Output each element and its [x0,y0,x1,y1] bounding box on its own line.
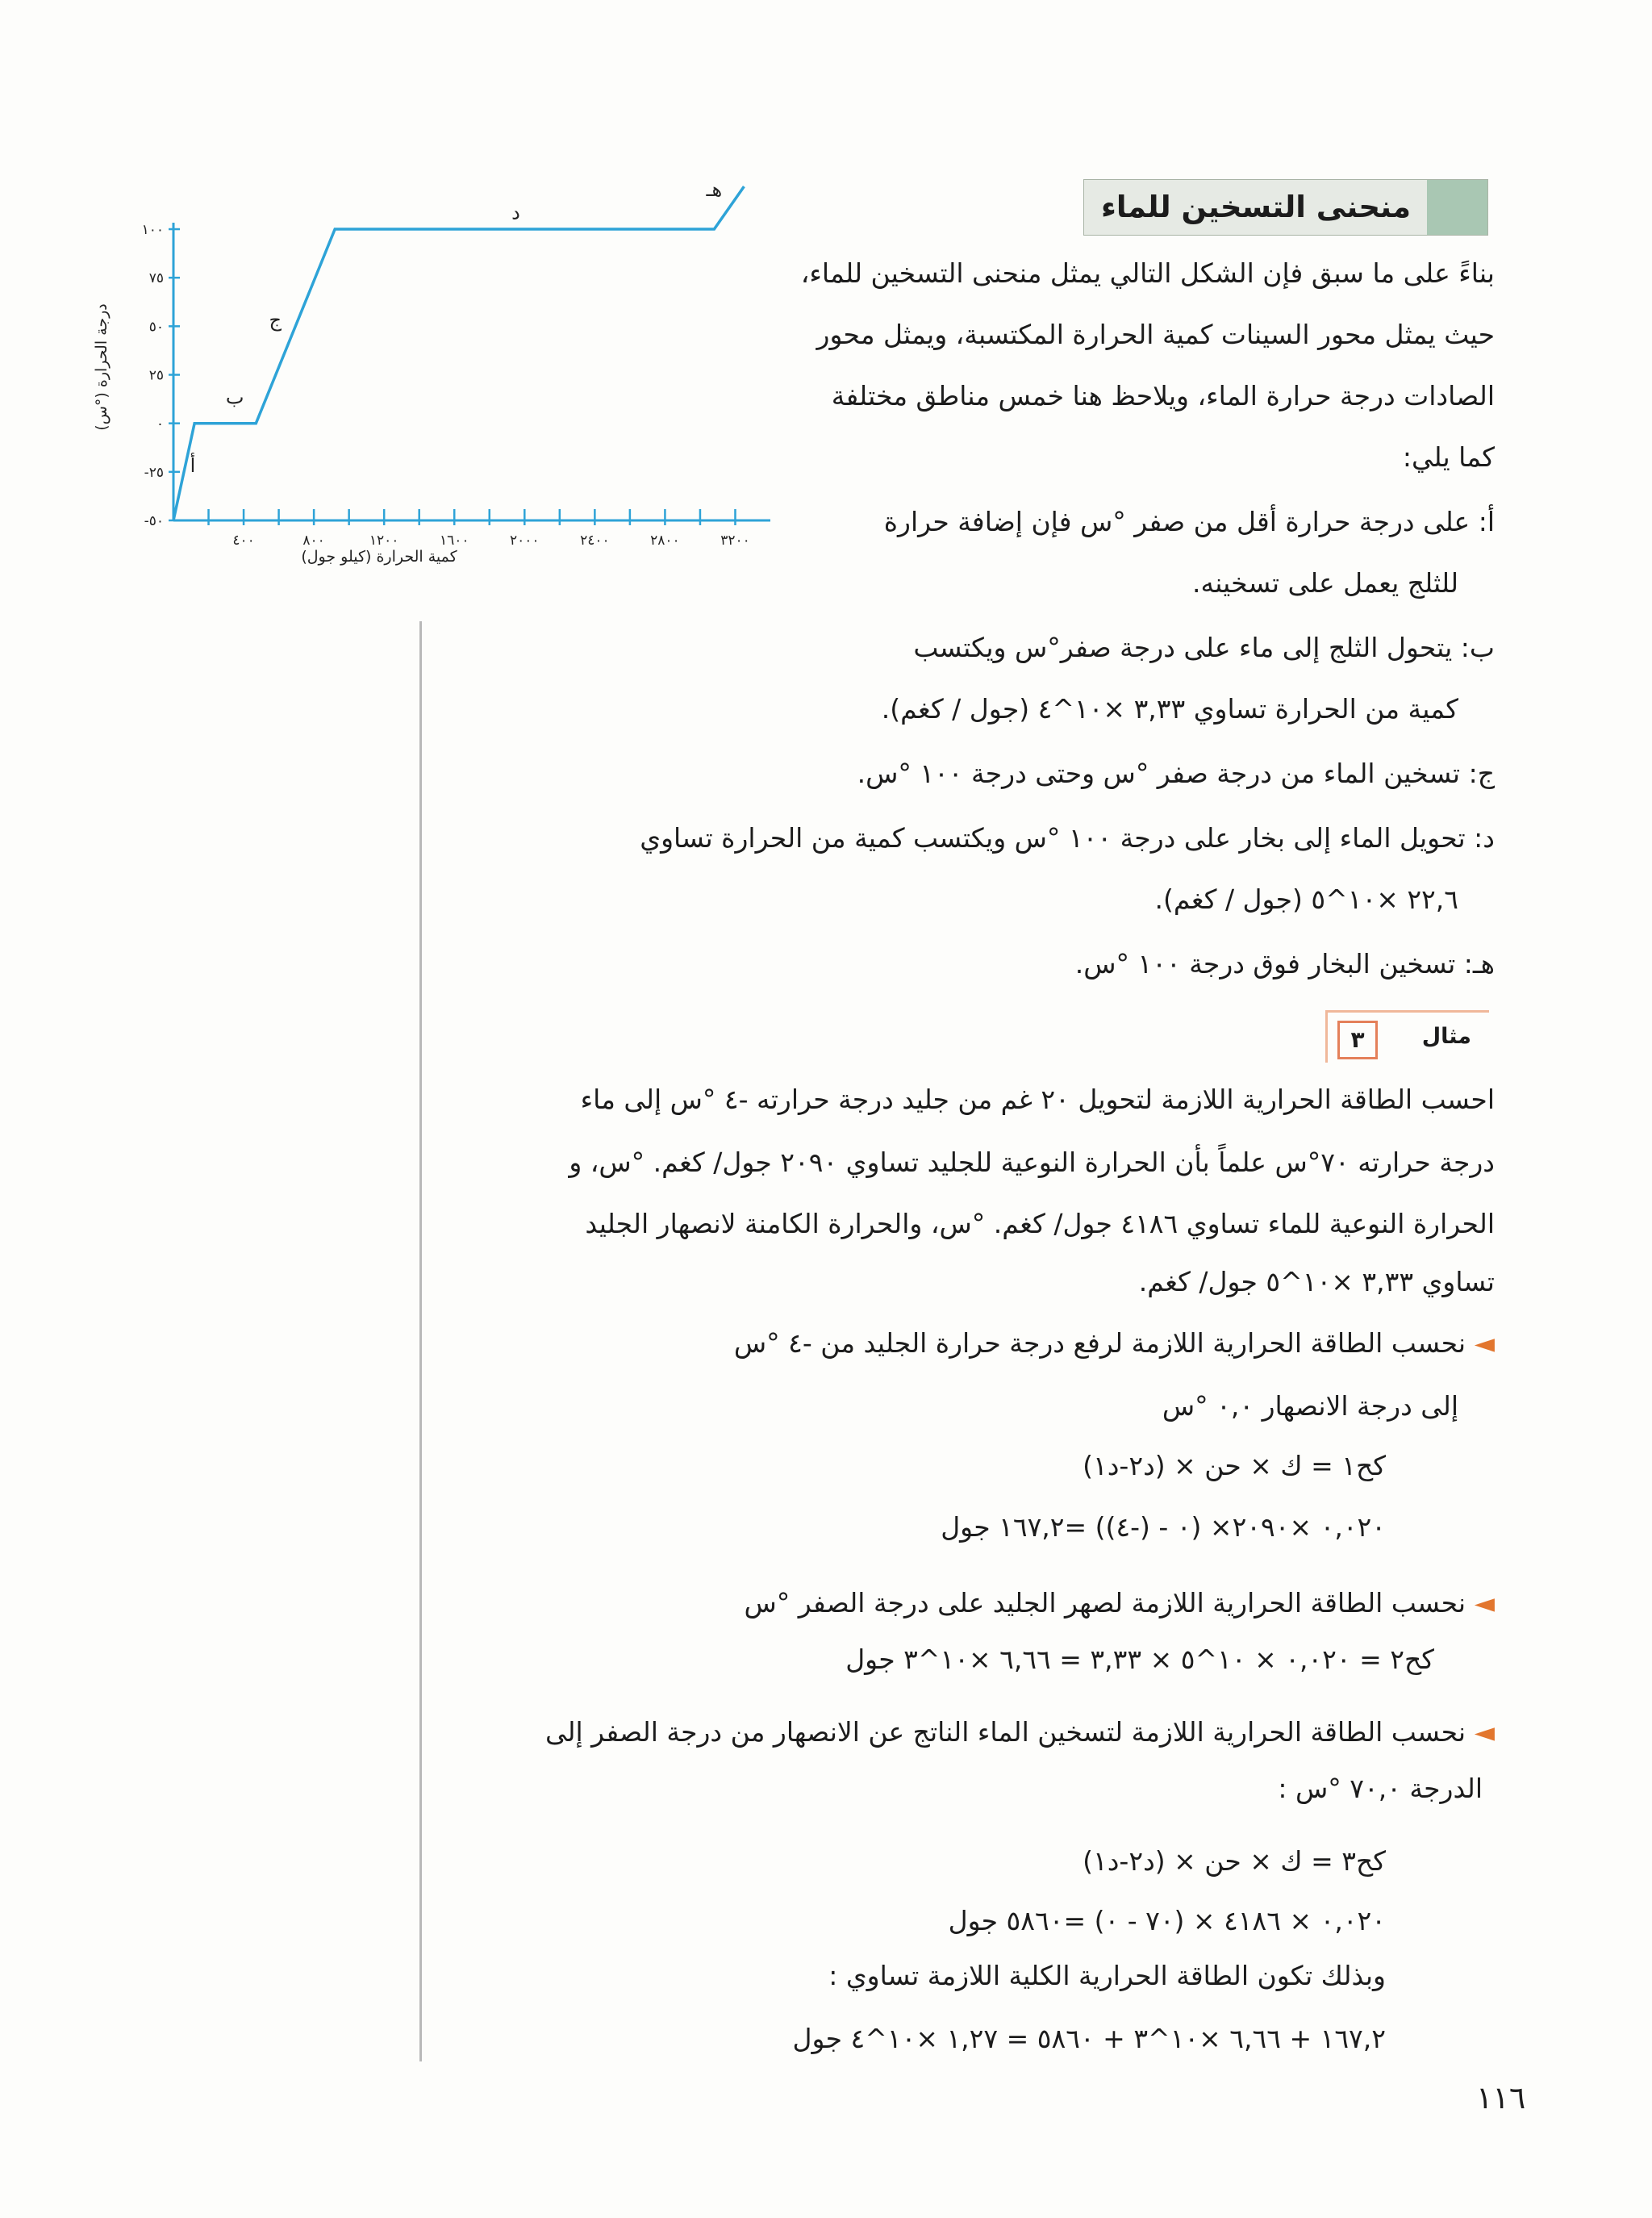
y-tick-label: ٥٠ [148,319,164,336]
heating-curve-line [173,186,744,520]
header-tab-decoration [1427,180,1487,235]
x-axis-label: كمية الحرارة (كيلو جول) [301,548,457,566]
step-3: ◄ نحسب الطاقة الحرارية اللازمة لتسخين الماء الناتج عن الانصهار من درجة الصفر إلى [544,1716,1495,1748]
total-intro: وبذلك تكون الطاقة الحرارية الكلية اللازمة تساوي : [828,1960,1386,1991]
x-tick-label: ٨٠٠ [302,533,325,549]
problem-line: الحرارة النوعية للماء تساوي ٤١٨٦ جول/ كغم. °س، والحرارة الكامنة لانصهار الجليد [585,1208,1495,1239]
formula-3: كح٣ = ك × حن × (د٢-د١) [1083,1845,1386,1877]
intro-line: حيث يمثل محور السينات كمية الحرارة المكتسبة، ويمثل محور [816,319,1495,350]
region-d: د: تحويل الماء إلى بخار على درجة ١٠٠ °س ويكتسب كمية من الحرارة تساوي [640,822,1495,854]
region-label: ب [225,386,244,409]
total-calc: ١٦٧,٢ + ٦,٦٦ ×١٠^٣ + ٥٨٦٠ = ١,٢٧ ×١٠^٤ جول [792,2023,1386,2054]
bullet-arrow-icon: ◄ [1466,1327,1495,1359]
page-number: ١١٦ [1476,2080,1526,2116]
y-tick-label: ٠ [156,416,164,432]
heating-curve-chart [81,161,791,581]
region-label: ج [269,308,282,332]
x-tick-label: ٢٠٠٠ [510,533,540,549]
y-tick-label: ٢٥ [148,367,164,384]
step-2: ◄ نحسب الطاقة الحرارية اللازمة لصهر الجليد على درجة الصفر °س [744,1587,1495,1619]
section-header [1083,179,1488,236]
example-box [1325,1010,1489,1063]
intro-line: الصادات درجة حرارة الماء، ويلاحظ هنا خمس مناطق مختلفة [831,380,1495,411]
x-tick-label: ١٢٠٠ [369,533,399,549]
region-c: ج: تسخين الماء من درجة صفر °س وحتى درجة ١٠٠ °س. [857,758,1495,789]
margin-divider [419,621,422,2061]
intro-line: بناءً على ما سبق فإن الشكل التالي يمثل منحنى التسخين للماء، [800,257,1495,289]
y-tick-label: -٥٠ [144,513,164,529]
x-tick-label: ٣٢٠٠ [720,533,750,549]
region-b: ب: يتحول الثلج إلى ماء على درجة صفر°س ويكتسب [913,632,1495,663]
y-tick-label: ٧٥ [148,270,164,287]
calc-3: ٠,٠٢٠ × ٤١٨٦ × (٧٠ - ٠) =٥٨٦٠ جول [948,1905,1386,1936]
region-b-cont: كمية من الحرارة تساوي ٣,٣٣ ×١٠^٤ (جول / كغم). [881,693,1458,725]
intro-line: كما يلي: [1402,441,1495,473]
problem-line: تساوي ٣,٣٣ ×١٠^٥ جول/ كغم. [1138,1266,1495,1297]
x-tick-label: ٤٠٠ [232,533,255,549]
region-label: هـ [706,178,723,202]
bullet-arrow-icon: ◄ [1466,1716,1495,1748]
problem-line: احسب الطاقة الحرارية اللازمة لتحويل ٢٠ غم من جليد درجة حرارته -٤ °س إلى ماء [580,1084,1495,1115]
region-label: د [511,202,520,224]
formula-1: كح١ = ك × حن × (د٢-د١) [1083,1450,1386,1481]
y-axis-label: درجة الحرارة (°س) [93,303,111,431]
step-3-cont: الدرجة ٧٠,٠ °س : [1278,1773,1483,1804]
x-tick-label: ٢٤٠٠ [580,533,610,549]
region-label: أ [190,453,196,477]
bullet-arrow-icon: ◄ [1466,1587,1495,1619]
example-number: ٣ [1337,1021,1378,1059]
y-tick-label: -٢٥ [144,464,164,481]
step-1-cont: إلى درجة الانصهار ٠,٠ °س [1162,1390,1458,1422]
region-a-cont: للثلج يعمل على تسخينه. [1192,567,1458,599]
calc-1: ٠,٠٢٠ ×٢٠٩٠× (٠ - (-٤)) =١٦٧,٢ جول [941,1511,1386,1543]
example-label: مثال [1421,1024,1471,1049]
x-tick-label: ١٦٠٠ [439,533,469,549]
region-a: أ: على درجة حرارة أقل من صفر °س فإن إضافة حرارة [883,506,1495,537]
step-1: ◄ نحسب الطاقة الحرارية اللازمة لرفع درجة حرارة الجليد من -٤ °س [733,1327,1495,1359]
section-title: منحنى التسخين للماء [1101,190,1411,224]
y-tick-label: ١٠٠ [141,222,164,239]
x-tick-label: ٢٨٠٠ [650,533,680,549]
region-d-cont: ٢٢,٦ ×١٠^٥ (جول / كغم). [1154,883,1458,915]
region-e: هـ: تسخين البخار فوق درجة ١٠٠ °س. [1074,948,1495,980]
problem-line: درجة حرارته ٧٠°س علماً بأن الحرارة النوعية للجليد تساوي ٢٠٩٠ جول/ كغم. °س، و [569,1147,1495,1178]
calc-2: كح٢ = ٠,٠٢٠ × ١٠^٥ × ٣,٣٣ = ٦,٦٦ ×١٠^٣ جول [845,1644,1434,1675]
